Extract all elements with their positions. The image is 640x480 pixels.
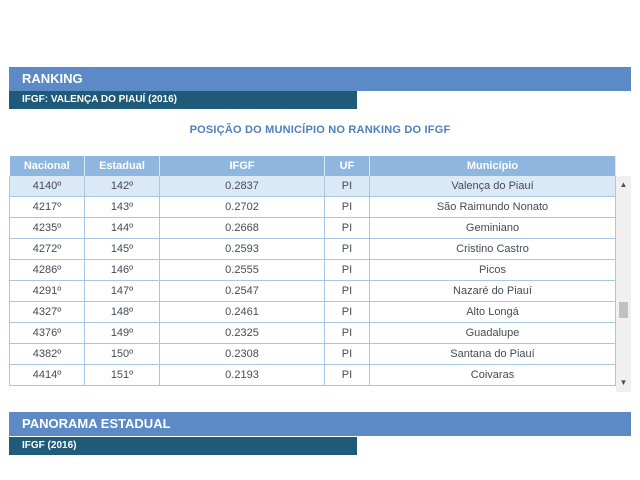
table-row[interactable]	[10, 323, 616, 344]
cell-uf: PI	[325, 281, 370, 302]
cell-municipio: Guadalupe	[370, 323, 616, 344]
scroll-thumb[interactable]	[619, 302, 628, 318]
table-header-row	[10, 156, 616, 176]
cell-nacional: 4286º	[10, 260, 85, 281]
cell-nacional: 4235º	[10, 218, 85, 239]
panorama-header: PANORAMA ESTADUAL	[9, 412, 631, 436]
cell-estadual: 143º	[85, 197, 160, 218]
cell-municipio: Cristino Castro	[370, 239, 616, 260]
col-header-ifgf[interactable]: IFGF	[160, 156, 325, 176]
cell-municipio: Coivaras	[370, 365, 616, 386]
cell-estadual: 150º	[85, 344, 160, 365]
cell-ifgf: 0.2668	[160, 218, 325, 239]
cell-nacional: 4327º	[10, 302, 85, 323]
cell-estadual: 149º	[85, 323, 160, 344]
table-row[interactable]	[10, 281, 616, 302]
table-row[interactable]	[10, 365, 616, 386]
cell-municipio: Alto Longá	[370, 302, 616, 323]
cell-uf: PI	[325, 344, 370, 365]
cell-uf: PI	[325, 197, 370, 218]
table-row[interactable]	[10, 302, 616, 323]
cell-ifgf: 0.2461	[160, 302, 325, 323]
cell-nacional: 4376º	[10, 323, 85, 344]
cell-municipio: Valença do Piauí	[370, 176, 616, 197]
cell-ifgf: 0.2593	[160, 239, 325, 260]
cell-estadual: 142º	[85, 176, 160, 197]
table-row[interactable]	[10, 344, 616, 365]
table-row[interactable]	[10, 176, 616, 197]
cell-uf: PI	[325, 260, 370, 281]
cell-estadual: 145º	[85, 239, 160, 260]
table-row[interactable]	[10, 218, 616, 239]
cell-nacional: 4272º	[10, 239, 85, 260]
cell-uf: PI	[325, 176, 370, 197]
ranking-header: RANKING	[9, 67, 631, 91]
cell-uf: PI	[325, 365, 370, 386]
cell-uf: PI	[325, 239, 370, 260]
scroll-up-icon[interactable]: ▲	[619, 180, 628, 189]
cell-estadual: 147º	[85, 281, 160, 302]
cell-nacional: 4382º	[10, 344, 85, 365]
cell-ifgf: 0.2555	[160, 260, 325, 281]
cell-uf: PI	[325, 218, 370, 239]
table-row[interactable]	[10, 239, 616, 260]
cell-nacional: 4414º	[10, 365, 85, 386]
cell-municipio: Picos	[370, 260, 616, 281]
col-header-estadual[interactable]: Estadual	[85, 156, 160, 176]
cell-municipio: São Raimundo Nonato	[370, 197, 616, 218]
cell-ifgf: 0.2325	[160, 323, 325, 344]
cell-ifgf: 0.2702	[160, 197, 325, 218]
cell-ifgf: 0.2308	[160, 344, 325, 365]
scroll-down-icon[interactable]: ▼	[619, 378, 628, 387]
table-row[interactable]	[10, 197, 616, 218]
ranking-table	[9, 156, 616, 386]
table-scrollbar[interactable]	[616, 176, 631, 392]
col-header-uf[interactable]: UF	[325, 156, 370, 176]
cell-estadual: 151º	[85, 365, 160, 386]
cell-municipio: Nazaré do Piauí	[370, 281, 616, 302]
ranking-subheader: IFGF: VALENÇA DO PIAUÍ (2016)	[9, 91, 357, 109]
cell-uf: PI	[325, 323, 370, 344]
cell-estadual: 148º	[85, 302, 160, 323]
cell-estadual: 144º	[85, 218, 160, 239]
cell-ifgf: 0.2837	[160, 176, 325, 197]
cell-estadual: 146º	[85, 260, 160, 281]
cell-municipio: Geminiano	[370, 218, 616, 239]
cell-municipio: Santana do Piauí	[370, 344, 616, 365]
cell-nacional: 4140º	[10, 176, 85, 197]
ranking-table-title: POSIÇÃO DO MUNICÍPIO NO RANKING DO IFGF	[189, 124, 451, 136]
cell-ifgf: 0.2193	[160, 365, 325, 386]
cell-uf: PI	[325, 302, 370, 323]
table-row[interactable]	[10, 260, 616, 281]
col-header-municipio[interactable]: Município	[370, 156, 616, 176]
cell-nacional: 4291º	[10, 281, 85, 302]
cell-ifgf: 0.2547	[160, 281, 325, 302]
ranking-table-container	[9, 156, 631, 392]
panorama-subheader: IFGF (2016)	[9, 437, 357, 455]
col-header-nacional[interactable]: Nacional	[10, 156, 85, 176]
cell-nacional: 4217º	[10, 197, 85, 218]
